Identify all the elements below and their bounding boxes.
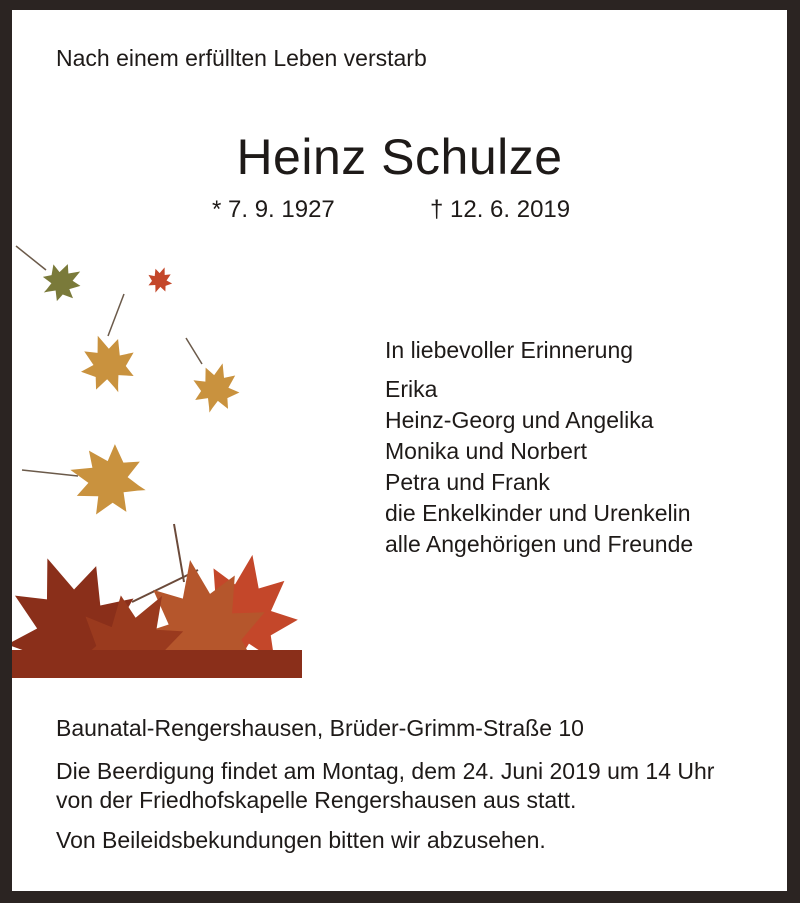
death-date: † 12. 6. 2019: [430, 196, 571, 223]
leaf: [144, 263, 177, 297]
mourners-list: [385, 374, 693, 560]
mourner-item: Heinz-Georg und Angelika: [385, 407, 654, 433]
mourner-item: Petra und Frank: [385, 469, 550, 495]
mourner-item: alle Angehörigen und Freunde: [385, 531, 694, 557]
mourner-item: Erika: [385, 376, 438, 402]
autumn-leaves-illustration: [12, 230, 312, 690]
obituary-card: [12, 10, 787, 891]
address: Baunatal-Rengershausen, Brüder-Grimm-Straße 10: [56, 715, 584, 741]
leaf: [16, 246, 90, 309]
leaf: [71, 294, 144, 402]
memory-heading: In liebevoller Erinnerung: [385, 337, 634, 363]
leaf: [22, 435, 155, 526]
leaf: [186, 338, 246, 419]
intro-text: Nach einem erfüllten Leben verstarb: [56, 45, 427, 71]
funeral-info: Die Beerdigung findet am Montag, dem 24. Juni 2019 um 14 Uhr von der Friedhofskapelle Rengershausen aus statt.: [56, 758, 715, 813]
mourner-item: die Enkelkinder und Urenkelin: [385, 500, 691, 526]
condolence-note: Von Beileidsbekundungen bitten wir abzusehen.: [56, 827, 546, 853]
birth-date: * 7. 9. 1927: [212, 196, 335, 223]
leaf-pile: [12, 524, 312, 690]
deceased-name: Heinz Schulze: [236, 129, 563, 185]
mourner-item: Monika und Norbert: [385, 438, 587, 464]
